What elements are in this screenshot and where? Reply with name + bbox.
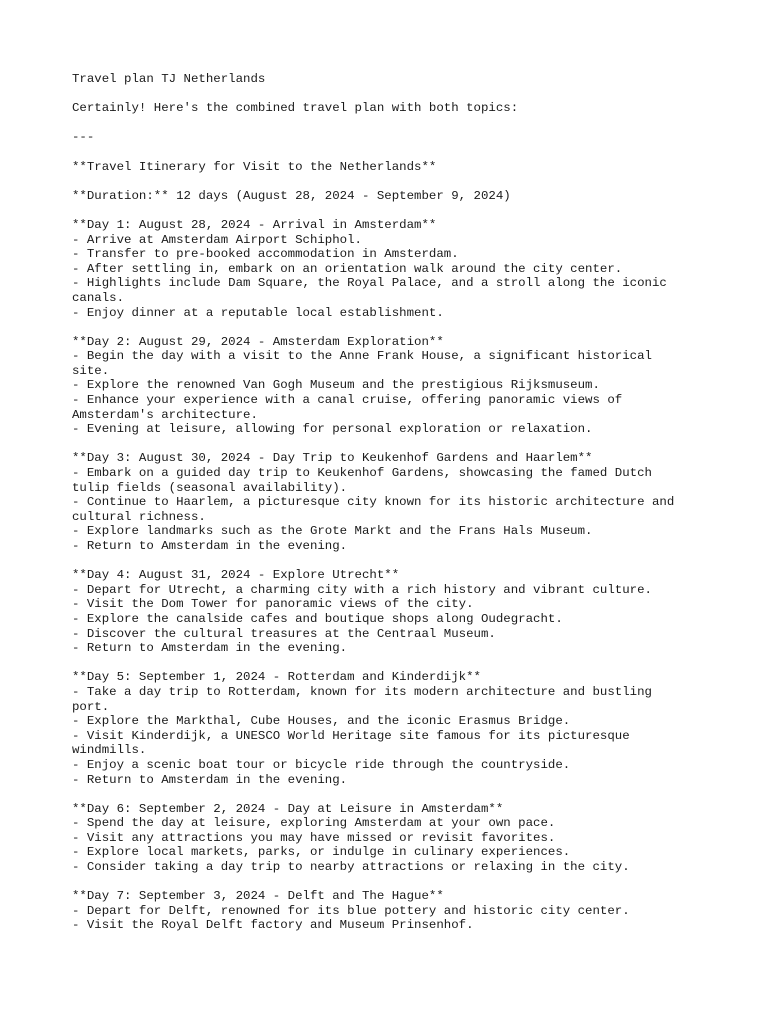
text-line: - Depart for Delft, renowned for its blue pottery and historic city center. (72, 903, 630, 918)
text-line: - Enjoy a scenic boat tour or bicycle ride through the countryside. (72, 757, 571, 772)
text-line: - Return to Amsterdam in the evening. (72, 772, 348, 787)
text-line: - Embark on a guided day trip to Keukenhof Gardens, showcasing the famed Dutch (72, 466, 652, 481)
text-line: - Arrive at Amsterdam Airport Schiphol. (72, 232, 362, 247)
text-line: **Day 2: August 29, 2024 - Amsterdam Exploration** (72, 334, 444, 349)
text-line: - Depart for Utrecht, a charming city with a rich history and vibrant culture. (72, 582, 652, 597)
text-line: tulip fields (seasonal availability). (72, 480, 348, 495)
text-line: - Evening at leisure, allowing for personal exploration or relaxation. (72, 422, 593, 437)
text-line: **Day 1: August 28, 2024 - Arrival in Amsterdam** (72, 217, 437, 232)
blank-line (72, 656, 692, 671)
text-line: - Return to Amsterdam in the evening. (72, 539, 348, 553)
blank-line (72, 437, 692, 452)
text-line: - Begin the day with a visit to the Anne Frank House, a significant historical (72, 349, 652, 364)
text-line: - Visit the Dom Tower for panoramic views of the city. (72, 597, 474, 612)
text-line: - Spend the day at leisure, exploring Amsterdam at your own pace. (72, 816, 556, 831)
text-line: - Explore local markets, parks, or indulge in culinary experiences. (72, 845, 571, 860)
text-line: - Return to Amsterdam in the evening. (72, 641, 348, 656)
text-line: **Duration:** 12 days (August 28, 2024 - September 9, 2024) (72, 188, 511, 203)
blank-line (72, 320, 692, 335)
text-line: **Day 5: September 1, 2024 - Rotterdam and Kinderdijk** (72, 670, 481, 685)
text-line: **Day 7: September 3, 2024 - Delft and The Hague** (72, 889, 444, 904)
text-line: - Enjoy dinner at a reputable local establishment. (72, 305, 444, 320)
text-line: cultural richness. (72, 509, 206, 524)
text-line: - Explore landmarks such as the Grote Markt and the Frans Hals Museum. (72, 524, 593, 539)
text-line: Certainly! Here's the combined travel plan with both topics: (72, 101, 519, 116)
text-line: - Take a day trip to Rotterdam, known for its modern architecture and bustling (72, 684, 652, 699)
text-line: - Consider taking a day trip to nearby attractions or relaxing in the city. (72, 860, 630, 875)
text-line: Travel plan TJ Netherlands (72, 72, 266, 86)
blank-line (72, 87, 692, 102)
text-line: **Travel Itinerary for Visit to the Netherlands** (72, 159, 437, 174)
text-line: - Discover the cultural treasures at the Centraal Museum. (72, 626, 496, 641)
blank-line (72, 174, 692, 189)
text-line: Amsterdam's architecture. (72, 407, 258, 422)
blank-line (72, 145, 692, 160)
text-line: - Transfer to pre-booked accommodation in Amsterdam. (72, 247, 459, 262)
text-line: site. (72, 363, 110, 378)
blank-line (72, 554, 692, 569)
text-line: **Day 6: September 2, 2024 - Day at Leisure in Amsterdam** (72, 801, 504, 816)
text-line: **Day 3: August 30, 2024 - Day Trip to Keukenhof Gardens and Haarlem** (72, 451, 593, 466)
blank-line (72, 203, 692, 218)
text-line: - After settling in, embark on an orientation walk around the city center. (72, 261, 623, 276)
text-line: - Continue to Haarlem, a picturesque city known for its historic architecture and (72, 495, 675, 510)
text-line: **Day 4: August 31, 2024 - Explore Utrecht** (72, 568, 400, 583)
text-line: - Visit Kinderdijk, a UNESCO World Heritage site famous for its picturesque (72, 728, 630, 743)
blank-line (72, 875, 692, 890)
text-line: port. (72, 699, 110, 714)
text-line: - Visit the Royal Delft factory and Museum Prinsenhof. (72, 918, 474, 933)
text-line: --- (72, 130, 95, 145)
document-body (72, 72, 692, 933)
text-line: - Explore the renowned Van Gogh Museum and the prestigious Rijksmuseum. (72, 378, 600, 393)
text-line: windmills. (72, 743, 147, 758)
text-line: - Explore the canalside cafes and boutique shops along Oudegracht. (72, 611, 563, 626)
text-line: - Visit any attractions you may have missed or revisit favorites. (72, 830, 556, 845)
text-line: canals. (72, 290, 125, 305)
blank-line (72, 116, 692, 131)
blank-line (72, 787, 692, 802)
text-line: - Explore the Markthal, Cube Houses, and the iconic Erasmus Bridge. (72, 714, 571, 729)
text-line: - Highlights include Dam Square, the Royal Palace, and a stroll along the iconic (72, 276, 667, 291)
text-line: - Enhance your experience with a canal cruise, offering panoramic views of (72, 393, 623, 408)
